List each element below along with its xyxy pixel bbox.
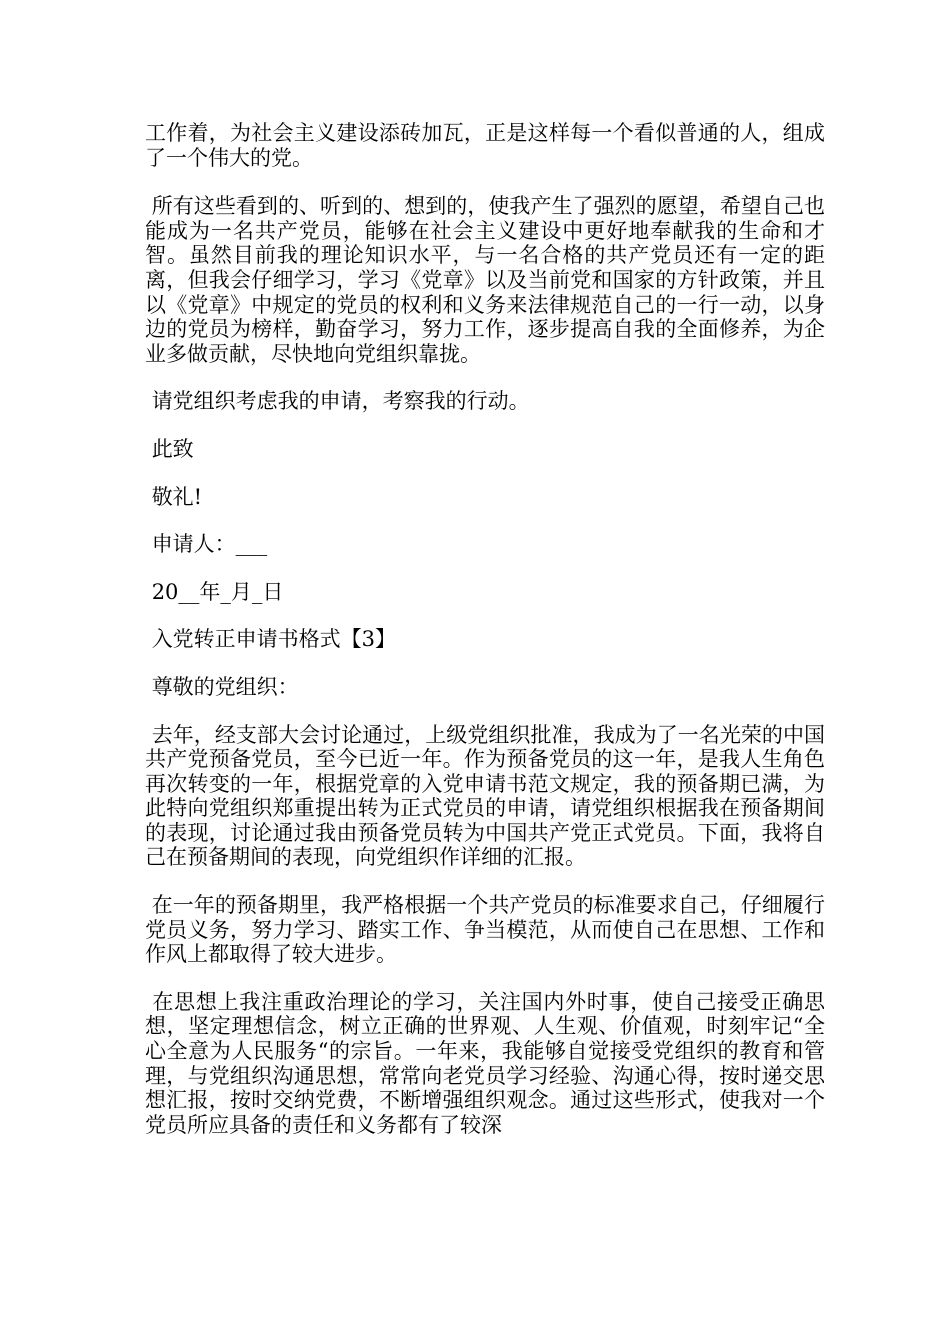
paragraph-11: 在一年的预备期里，我严格根据一个共产党员的标准要求自己，仔细履行党员义务，努力学习、踏实工作、争当模范，从而使自己在思想、工作和作风上都取得了较大进步。 [145, 893, 825, 967]
document-page [145, 121, 825, 1160]
paragraph-3: 请党组织考虑我的申请，考察我的行动。 [145, 389, 530, 414]
section-heading: 入党转正申请书格式【3】 [145, 627, 397, 652]
paragraph-2: 所有这些看到的、听到的、想到的，使我产生了强烈的愿望，希望自己也能成为一名共产党员，能够在社会主义建设中更好地奉献我的生命和才智。虽然目前我的理论知识水平，与一名合格的共产党员还有一定的距离，但我会仔细学习，学习《党章》以及当前党和国家的方针政策，并且以《党章》中规定的党员的权利和义务来法律规范自己的一行一动，以身边的党员为榜样，勤奋学习，努力工作，逐步提高自我的全面修养，为企业多做贡献，尽快地向党组织靠拢。 [145, 194, 825, 366]
applicant-line: 申请人：___ [145, 532, 268, 557]
salutation-paragraph: 此致 [145, 436, 194, 461]
closing-paragraph: 敬礼! [145, 484, 203, 509]
date-line: 20__年_月_日 [145, 579, 284, 604]
paragraph-1: 工作着，为社会主义建设添砖加瓦，正是这样每一个看似普通的人，组成了一个伟大的党。 [145, 121, 825, 170]
paragraph-12: 在思想上我注重政治理论的学习，关注国内外时事，使自己接受正确思想，坚定理想信念，树立正确的世界观、人生观、价值观，时刻牢记“全心全意为人民服务“的宗旨。一年来，我能够自觉接受党组织的教育和管理，与党组织沟通思想，常常向老党员学习经验、沟通心得，按时递交思想汇报，按时交纳党费，不断增强组织观念。通过这些形式，使我对一个党员所应具备的责任和义务都有了较深 [145, 989, 825, 1137]
paragraph-10: 去年，经支部大会讨论通过，上级党组织批准，我成为了一名光荣的中国共产党预备党员，至今已近一年。作为预备党员的这一年，是我人生角色再次转变的一年，根据党章的入党申请书范文规定，我的预备期已满，为此特向党组织郑重提出转为正式党员的申请，请党组织根据我在预备期间的表现，讨论通过我由预备党员转为中国共产党正式党员。下面，我将自己在预备期间的表现，向党组织作详细的汇报。 [145, 722, 825, 870]
greeting-line: 尊敬的党组织： [145, 674, 299, 699]
